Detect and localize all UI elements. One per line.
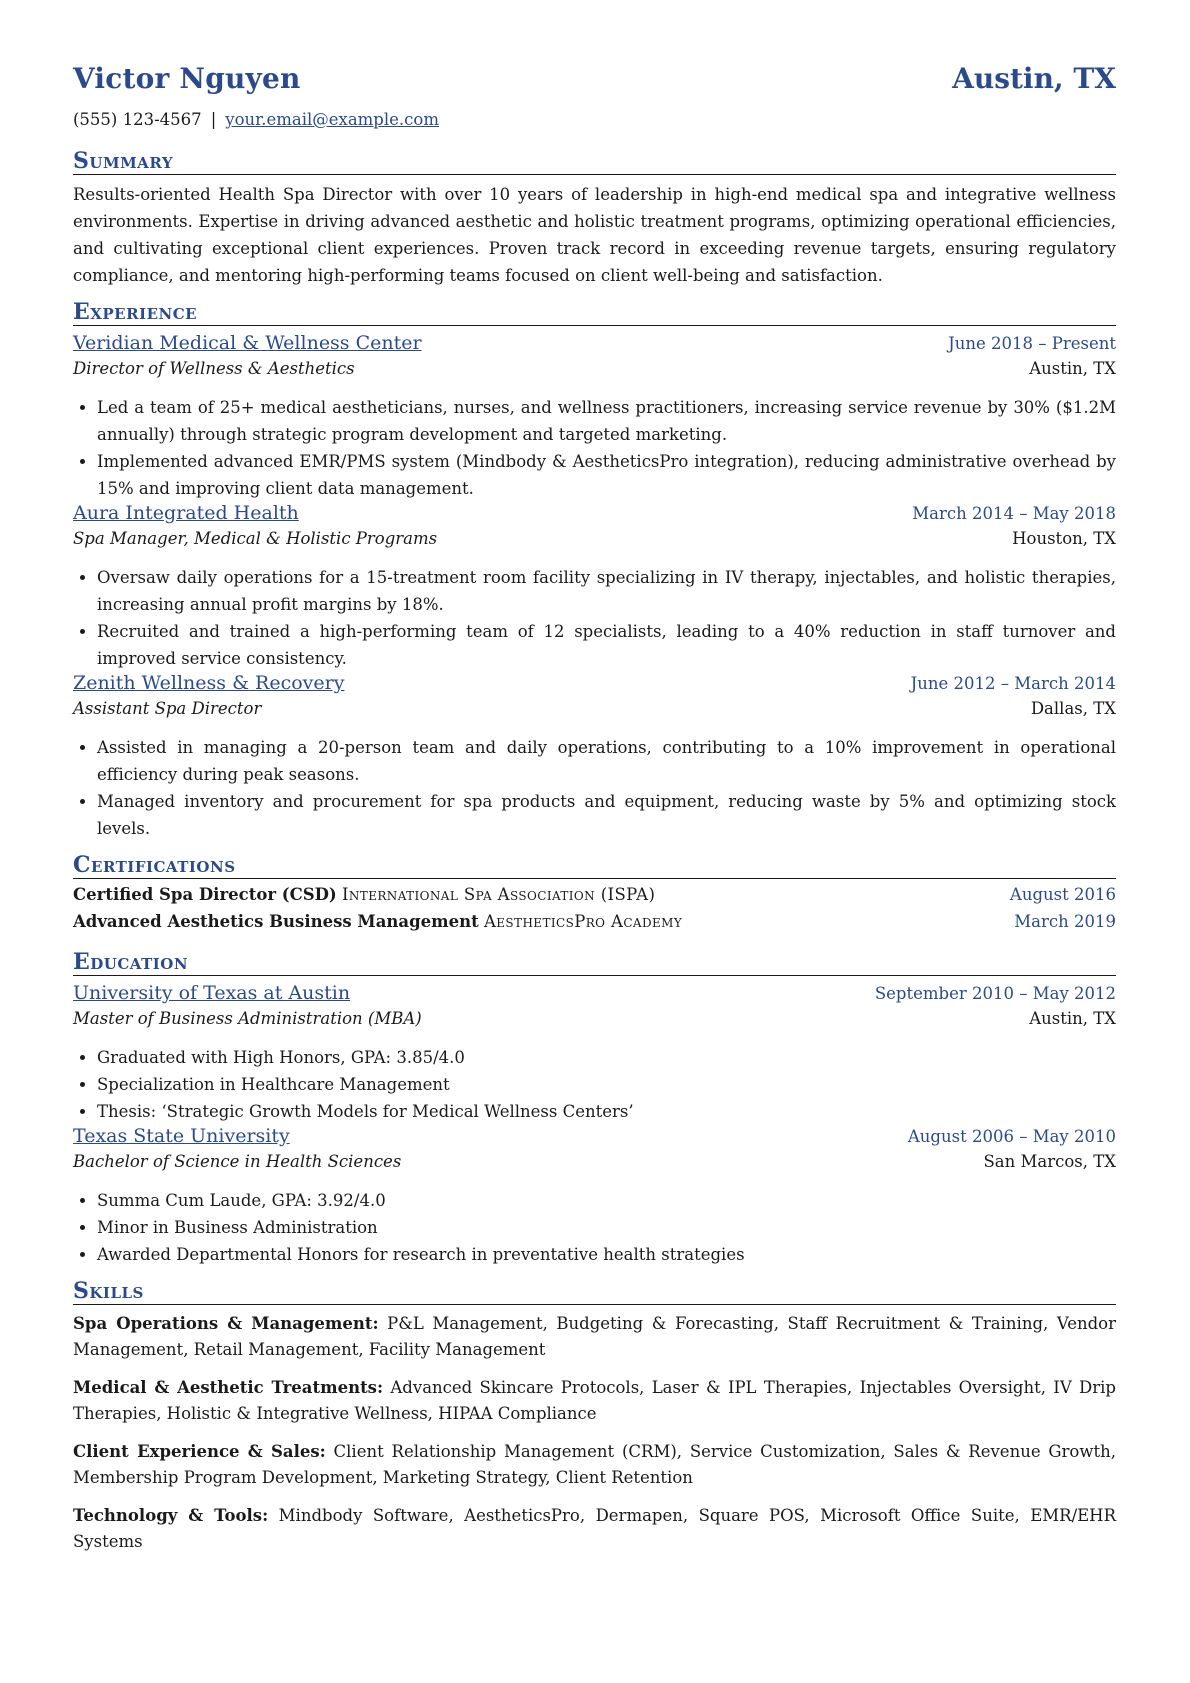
education-entry: [73, 982, 1116, 1125]
skill-group-items: Client Relationship Management (CRM), Service Customization, Sales & Revenue Growth, Membership Program Development, Marketing Strategy, Client Retention: [73, 1442, 1116, 1487]
job-title: Assistant Spa Director: [73, 699, 262, 718]
employer-link[interactable]: Veridian Medical & Wellness Center: [73, 332, 422, 354]
job-title: Director of Wellness & Aesthetics: [73, 359, 355, 378]
bullet-item: • Specialization in Healthcare Management: [97, 1071, 1116, 1098]
job-location: Dallas, TX: [1030, 699, 1116, 718]
bullet-item: • Recruited and trained a high-performing team of 12 specialists, leading to a 40% reduction in staff turnover and improved service consistency.: [97, 618, 1116, 672]
resume-header: [73, 62, 1116, 106]
bullet-item: • Oversaw daily operations for a 15-treatment room facility specializing in IV therapy, injectables, and holistic therapies, increasing annual profit margins by 18%.: [97, 564, 1116, 618]
certification-date: March 2019: [1014, 912, 1116, 931]
candidate-name: Victor Nguyen: [73, 62, 301, 95]
skill-group-items: Advanced Skincare Protocols, Laser & IPL Therapies, Injectables Oversight, IV Drip Therapies, Holistic & Integrative Wellness, HIPAA Compliance: [73, 1378, 1116, 1423]
school-link[interactable]: University of Texas at Austin: [73, 982, 351, 1004]
bullet-item: • Graduated with High Honors, GPA: 3.85/4.0: [97, 1044, 1116, 1071]
education-heading: Education: [73, 949, 1116, 976]
job-title: Spa Manager, Medical & Holistic Programs: [73, 529, 438, 548]
education-dates: September 2010 – May 2012: [874, 984, 1116, 1003]
education-bullets: [73, 1044, 1116, 1125]
skill-group-label: Spa Operations & Management:: [73, 1314, 379, 1333]
job-entry: [73, 672, 1116, 842]
certification-name: Certified Spa Director (CSD): [73, 885, 337, 904]
job-location: Austin, TX: [1029, 359, 1116, 378]
job-location: Houston, TX: [1012, 529, 1116, 548]
skills-heading: Skills: [73, 1278, 1116, 1305]
skill-group-items: P&L Management, Budgeting & Forecasting, Staff Recruitment & Training, Vendor Management, Retail Management, Facility Management: [73, 1314, 1116, 1359]
skill-group-items: Mindbody Software, AestheticsPro, Dermapen, Square POS, Microsoft Office Suite, EMR/EHR Systems: [73, 1506, 1116, 1551]
skill-group: [73, 1503, 1116, 1555]
school-location: San Marcos, TX: [983, 1152, 1116, 1171]
skill-group-label: Technology & Tools:: [73, 1506, 269, 1525]
certification-issuer: AestheticsPro Academy: [483, 912, 683, 931]
certification-row: [73, 885, 1116, 912]
education-entry: [73, 1125, 1116, 1268]
education-bullets: [73, 1187, 1116, 1268]
job-bullets: [73, 564, 1116, 672]
candidate-location: Austin, TX: [952, 62, 1116, 95]
summary-text: Results-oriented Health Spa Director with over 10 years of leadership in high-end medical spa and integrative wellness environments. Expertise in driving advanced aesthetic and holistic treatment programs, optimizing operational efficiencies, and cultivating exceptional client experiences. Proven track record in exceeding revenue targets, ensuring regulatory compliance, and mentoring high-performing teams focused on client well-being and satisfaction.: [73, 185, 1116, 285]
skill-group-label: Client Experience & Sales:: [73, 1442, 326, 1461]
job-dates: March 2014 – May 2018: [912, 504, 1116, 523]
skill-group: [73, 1439, 1116, 1491]
contact-line: [73, 110, 1116, 138]
bullet-item: • Summa Cum Laude, GPA: 3.92/4.0: [97, 1187, 1116, 1214]
phone-number: (555) 123-4567: [73, 110, 202, 129]
job-entry: [73, 502, 1116, 672]
job-bullets: [73, 394, 1116, 502]
bullet-item: • Assisted in managing a 20-person team and daily operations, contributing to a 10% improvement in operational efficiency during peak seasons.: [97, 734, 1116, 788]
job-dates: June 2018 – Present: [948, 334, 1116, 353]
employer-link[interactable]: Aura Integrated Health: [73, 502, 299, 524]
job-entry: [73, 332, 1116, 502]
certification-row: [73, 912, 1116, 939]
summary-heading: Summary: [73, 148, 1116, 175]
bullet-item: • Implemented advanced EMR/PMS system (Mindbody & AestheticsPro integration), reducing administrative overhead by 15% and improving client data management.: [97, 448, 1116, 502]
degree-title: Bachelor of Science in Health Sciences: [73, 1152, 402, 1171]
school-location: Austin, TX: [1029, 1009, 1116, 1028]
bullet-item: • Minor in Business Administration: [97, 1214, 1116, 1241]
degree-title: Master of Business Administration (MBA): [73, 1009, 422, 1028]
experience-heading: Experience: [73, 299, 1116, 326]
employer-link[interactable]: Zenith Wellness & Recovery: [73, 672, 345, 694]
school-link[interactable]: Texas State University: [73, 1125, 290, 1147]
certifications-heading: Certifications: [73, 852, 1116, 879]
bullet-item: • Led a team of 25+ medical aestheticians, nurses, and wellness practitioners, increasing service revenue by 30% ($1.2M annually) through strategic program development and targeted marketing.: [97, 394, 1116, 448]
certification-issuer: International Spa Association (ISPA): [341, 885, 656, 904]
skill-group-label: Medical & Aesthetic Treatments:: [73, 1378, 384, 1397]
bullet-item: • Thesis: ‘Strategic Growth Models for Medical Wellness Centers’: [97, 1098, 1116, 1125]
job-bullets: [73, 734, 1116, 842]
certification-date: August 2016: [1009, 885, 1116, 904]
skill-group: [73, 1311, 1116, 1363]
contact-separator: |: [210, 110, 217, 129]
job-dates: June 2012 – March 2014: [910, 674, 1116, 693]
bullet-item: • Managed inventory and procurement for spa products and equipment, reducing waste by 5% and optimizing stock levels.: [97, 788, 1116, 842]
certification-name: Advanced Aesthetics Business Management: [73, 912, 479, 931]
bullet-item: • Awarded Departmental Honors for research in preventative health strategies: [97, 1241, 1116, 1268]
skill-group: [73, 1375, 1116, 1427]
email-link[interactable]: your.email@example.com: [225, 110, 439, 129]
education-dates: August 2006 – May 2010: [907, 1127, 1116, 1146]
